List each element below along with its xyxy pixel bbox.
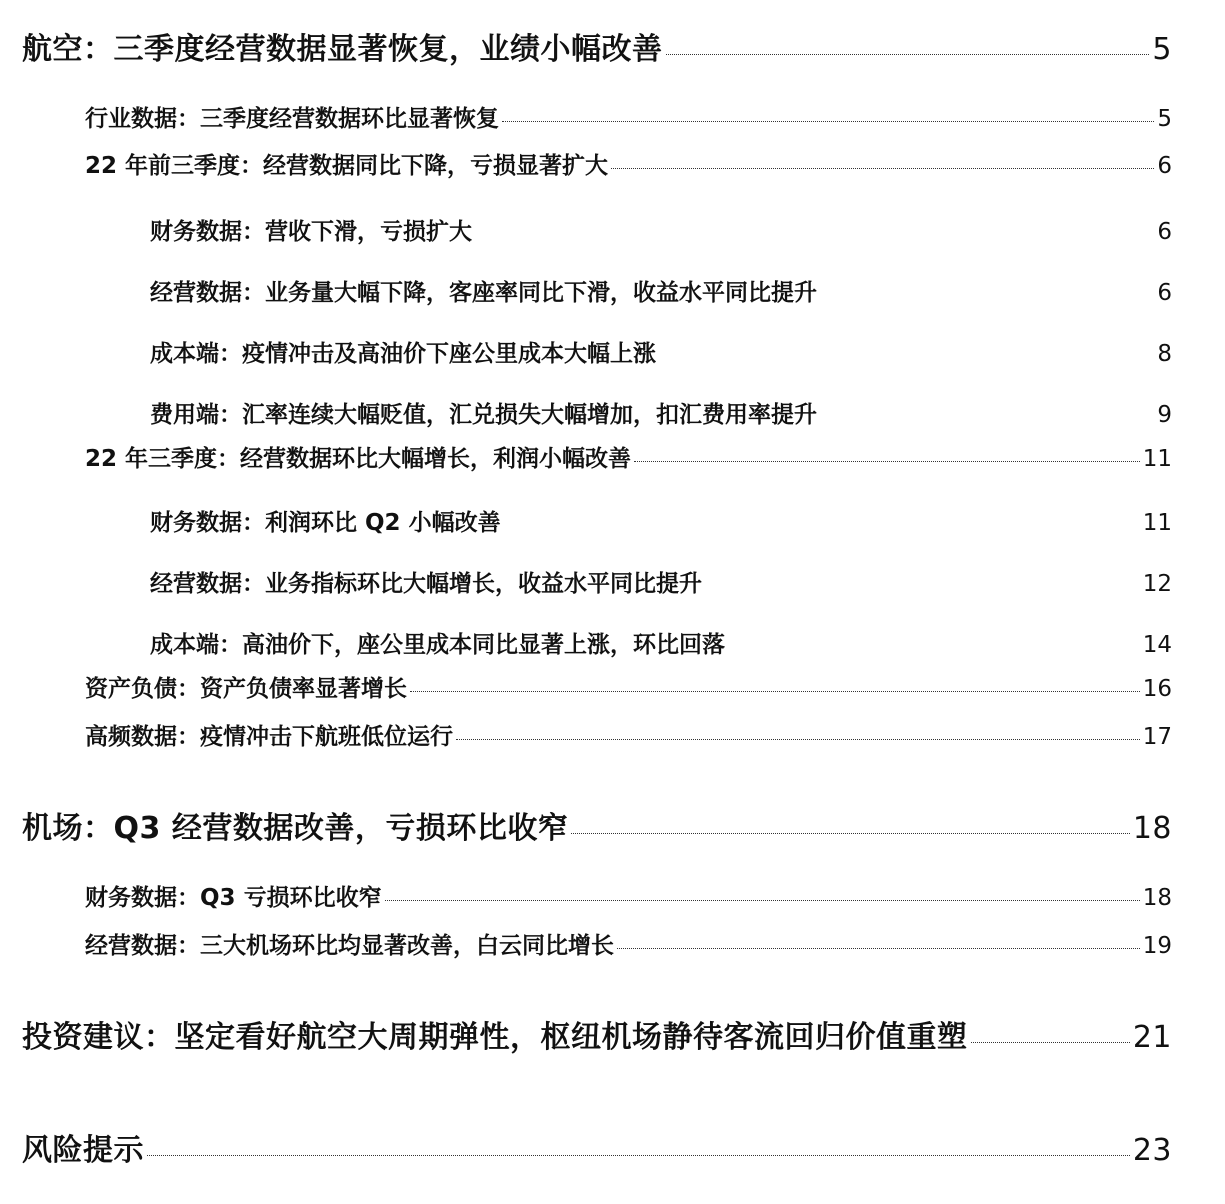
toc-entry-title: 经营数据：业务指标环比大幅增长，收益水平同比提升 bbox=[150, 571, 702, 597]
toc-dot-leader bbox=[611, 168, 1154, 169]
toc-page-number: 18 bbox=[1142, 885, 1172, 911]
toc-entry-title: 高频数据：疫情冲击下航班低位运行 bbox=[85, 724, 453, 750]
toc-dot-leader bbox=[385, 900, 1140, 901]
toc-entry-title: 投资建议：坚定看好航空大周期弹性，枢纽机场静待客流回归价值重塑 bbox=[22, 1020, 968, 1055]
toc-entry[interactable] bbox=[150, 565, 1172, 598]
toc-entry-title: 经营数据：业务量大幅下降，客座率同比下滑，收益水平同比提升 bbox=[150, 280, 817, 306]
toc-page-number: 11 bbox=[1142, 446, 1172, 472]
toc-entry[interactable] bbox=[85, 100, 1172, 133]
toc-entry[interactable] bbox=[22, 1125, 1172, 1169]
toc-entry[interactable] bbox=[85, 927, 1172, 960]
toc-dot-leader bbox=[971, 1042, 1130, 1043]
toc-page-number: 6 bbox=[1157, 153, 1172, 179]
toc-dot-leader bbox=[502, 121, 1154, 122]
toc-entry-title: 资产负债：资产负债率显著增长 bbox=[85, 676, 407, 702]
toc-dot-leader bbox=[617, 948, 1140, 949]
toc-page-number: 5 bbox=[1152, 32, 1172, 67]
toc-entry[interactable] bbox=[85, 147, 1172, 180]
toc-dot-leader bbox=[410, 691, 1140, 692]
toc-entry-title: 风险提示 bbox=[22, 1133, 144, 1168]
toc-entry[interactable] bbox=[85, 879, 1172, 912]
toc-entry-title: 22 年三季度：经营数据环比大幅增长，利润小幅改善 bbox=[85, 446, 632, 472]
toc-entry[interactable] bbox=[150, 626, 1172, 659]
toc-entry[interactable] bbox=[85, 670, 1172, 703]
toc-entry[interactable] bbox=[150, 396, 1172, 429]
toc-entry[interactable] bbox=[150, 213, 1172, 246]
toc-page-number: 18 bbox=[1132, 811, 1172, 846]
toc-entry-title: 22 年前三季度：经营数据同比下降，亏损显著扩大 bbox=[85, 153, 609, 179]
toc-entry-title: 财务数据：Q3 亏损环比收窄 bbox=[85, 885, 382, 911]
toc-page-number: 17 bbox=[1142, 724, 1172, 750]
toc-page-number: 14 bbox=[1142, 632, 1172, 658]
toc-entry-title: 财务数据：营收下滑，亏损扩大 bbox=[150, 219, 472, 245]
toc-page-number: 9 bbox=[1157, 402, 1172, 428]
toc-page-number: 12 bbox=[1142, 571, 1172, 597]
toc-page-number: 19 bbox=[1142, 933, 1172, 959]
toc-entry-title: 机场：Q3 经营数据改善，亏损环比收窄 bbox=[22, 811, 569, 846]
toc-page-number: 6 bbox=[1157, 219, 1172, 245]
toc-page-number: 8 bbox=[1157, 341, 1172, 367]
toc-page-number: 23 bbox=[1132, 1133, 1172, 1168]
toc-entry[interactable] bbox=[150, 274, 1172, 307]
toc-page-number: 11 bbox=[1142, 510, 1172, 536]
toc-dot-leader bbox=[634, 461, 1140, 462]
toc-entry[interactable] bbox=[22, 24, 1172, 68]
toc-page-number: 21 bbox=[1132, 1020, 1172, 1055]
toc-entry[interactable] bbox=[150, 504, 1172, 537]
toc-entry-title: 经营数据：三大机场环比均显著改善，白云同比增长 bbox=[85, 933, 614, 959]
toc-dot-leader bbox=[147, 1155, 1130, 1156]
toc-entry[interactable] bbox=[22, 803, 1172, 847]
toc-entry[interactable] bbox=[22, 1012, 1172, 1056]
toc-entry-title: 费用端：汇率连续大幅贬值，汇兑损失大幅增加，扣汇费用率提升 bbox=[150, 402, 817, 428]
toc-entry[interactable] bbox=[85, 718, 1172, 751]
toc-page-number: 6 bbox=[1157, 280, 1172, 306]
toc-dot-leader bbox=[571, 833, 1129, 834]
toc-entry-title: 成本端：疫情冲击及高油价下座公里成本大幅上涨 bbox=[150, 341, 656, 367]
toc-entry[interactable] bbox=[150, 335, 1172, 368]
toc-entry-title: 财务数据：利润环比 Q2 小幅改善 bbox=[150, 510, 501, 536]
toc-entry-title: 航空：三季度经营数据显著恢复，业绩小幅改善 bbox=[22, 32, 663, 67]
toc-page-number: 5 bbox=[1157, 106, 1172, 132]
toc-entry-title: 行业数据：三季度经营数据环比显著恢复 bbox=[85, 106, 499, 132]
toc-entry-title: 成本端：高油价下，座公里成本同比显著上涨，环比回落 bbox=[150, 632, 725, 658]
toc-dot-leader bbox=[666, 54, 1150, 55]
toc-dot-leader bbox=[456, 739, 1140, 740]
toc-page-number: 16 bbox=[1142, 676, 1172, 702]
toc-entry[interactable] bbox=[85, 440, 1172, 473]
